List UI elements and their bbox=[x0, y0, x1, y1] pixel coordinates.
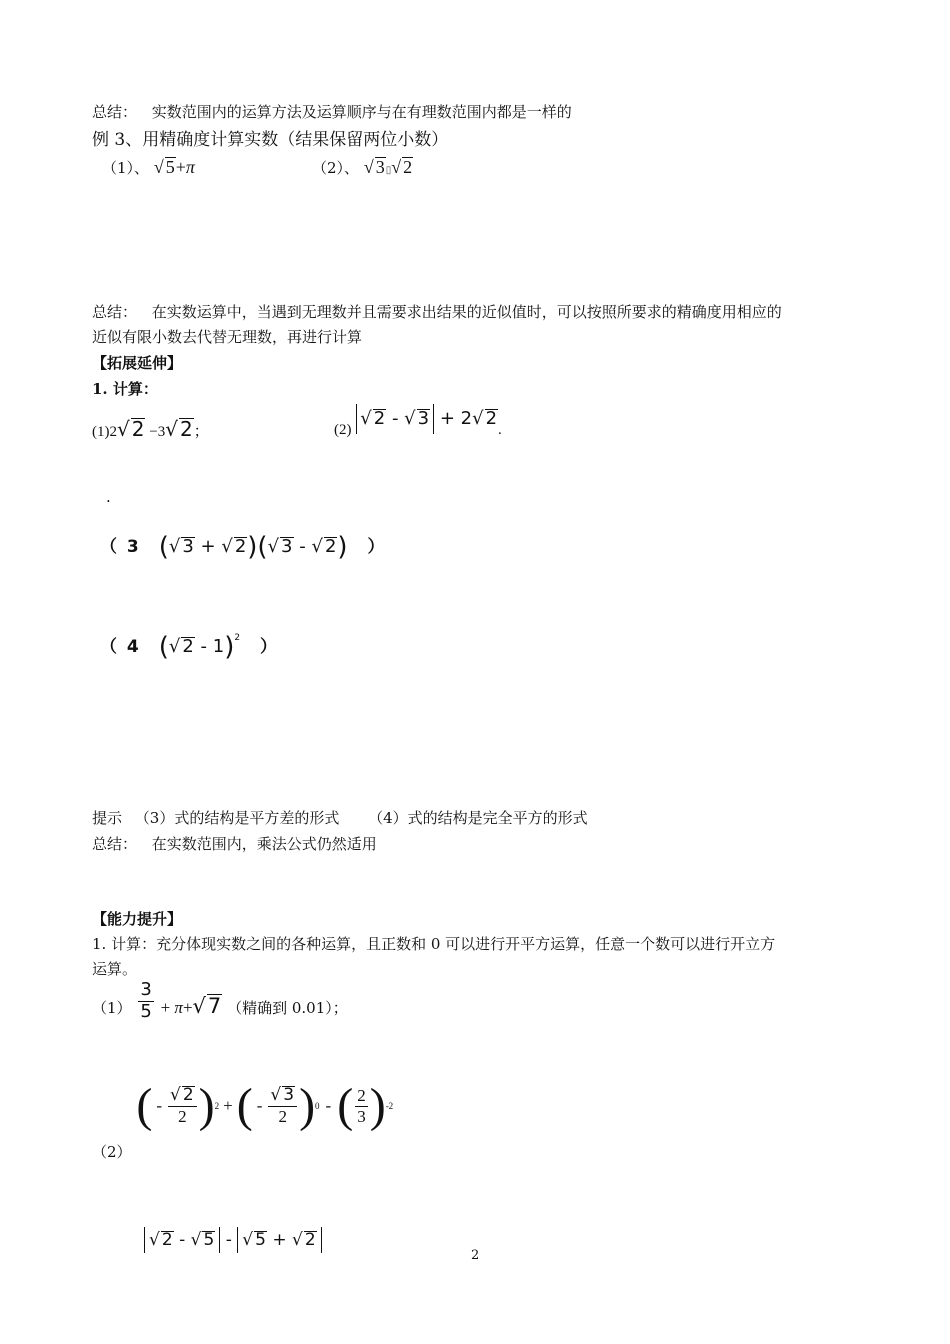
minus-sign: - bbox=[256, 1096, 263, 1116]
summary-label: 总结： bbox=[92, 103, 138, 121]
ability-q1: （1） $\frac{3}{5}$ + π+√7 （精确到 0.01）； bbox=[92, 979, 348, 1022]
paren-left: （ bbox=[100, 637, 117, 657]
stray-dot: . bbox=[106, 488, 111, 506]
exponent: -2 bbox=[385, 1101, 394, 1112]
punct: ； bbox=[193, 424, 209, 440]
fraction bbox=[138, 980, 153, 1022]
item-prefix: （1）、 bbox=[102, 159, 150, 177]
radicand: 2 bbox=[131, 417, 145, 441]
minus-sign: - bbox=[299, 536, 306, 557]
numerator: 3 bbox=[140, 979, 152, 1000]
exponent: 0 bbox=[315, 1101, 320, 1112]
missing-operator-glyph: ▯ bbox=[385, 165, 392, 176]
radicand: 2 bbox=[182, 1085, 194, 1105]
radicand: 2 bbox=[161, 1230, 173, 1250]
ability-q3: √ 2 - √ 5 - √ 5 + √ 2 bbox=[144, 1227, 322, 1253]
formula: √ 3▯√ 2 bbox=[363, 157, 413, 177]
ability-heading: 【能力提升】 bbox=[92, 910, 183, 928]
summary-2-line-2: 近似有限小数去代替无理数，再进行计算 bbox=[92, 328, 363, 346]
fraction: $\frac{√ 3}{2}$ bbox=[268, 1086, 297, 1126]
problem-label: (1) bbox=[92, 424, 110, 440]
summary-label: 总结： bbox=[92, 303, 138, 321]
punct: . bbox=[498, 422, 502, 438]
formula: (√ 2 - 1)$^2$ bbox=[158, 632, 241, 662]
plus-sign: + bbox=[182, 998, 193, 1018]
denominator: 2 bbox=[278, 1106, 287, 1126]
formula: ( - $\frac{√ 2}{2}$ ) 2 + ( - $\frac{√ 3}{2}$ ) 0 - ( $\frac{2}{3}$ ) -2 bbox=[136, 1079, 394, 1133]
page-number: 2 bbox=[471, 1248, 480, 1263]
ability-line-1: 1. 计算：充分体现实数之间的各种运算，且正数和 0 可以进行开平方运算，任意一个数可以进行开立方 bbox=[92, 935, 776, 953]
radicand: 3 bbox=[182, 536, 194, 557]
numerator: 2 bbox=[357, 1086, 366, 1105]
summary-label: 总结： bbox=[92, 835, 138, 853]
question-label: （2） bbox=[92, 1143, 132, 1162]
minus-sign: - bbox=[179, 1230, 186, 1250]
formula: √ 2 - √ 3 + 2√ 2 bbox=[356, 408, 498, 429]
extension-sub: 1. 计算： bbox=[92, 380, 158, 398]
fraction bbox=[355, 1086, 368, 1126]
plus-sign: + bbox=[175, 157, 186, 177]
radicand: 2 bbox=[373, 408, 386, 429]
radicand: 3 bbox=[283, 1085, 295, 1105]
extension-heading: 【拓展延伸】 bbox=[92, 354, 183, 372]
problem-2 bbox=[334, 404, 502, 441]
hint-label: 提示 bbox=[92, 809, 123, 827]
minus-one: - 1 bbox=[200, 636, 225, 657]
example-3-item-1 bbox=[102, 156, 195, 179]
exponent: 2 bbox=[234, 633, 241, 643]
formula: (√ 3 + √ 2)(√ 3 - √ 2) bbox=[158, 532, 348, 562]
minus-sign: - bbox=[325, 1096, 332, 1116]
summary-2-line-1 bbox=[92, 301, 782, 323]
pi-symbol: π bbox=[174, 998, 183, 1018]
radicand: 2 bbox=[485, 408, 498, 429]
pi-symbol: π bbox=[185, 157, 195, 177]
radicand: 2 bbox=[179, 417, 193, 441]
radicand: 2 bbox=[324, 536, 337, 557]
radicand: 3 bbox=[417, 408, 430, 429]
problem-number: 3 bbox=[126, 537, 139, 557]
problem-1: (1)2√ 2 −3√ 2； bbox=[92, 417, 209, 441]
problem-label: (2) bbox=[334, 422, 352, 438]
example-3-item-2 bbox=[312, 156, 413, 182]
formula: √ 5+π bbox=[153, 157, 195, 177]
radicand: 2 bbox=[304, 1230, 316, 1250]
minus-sign: − bbox=[149, 424, 158, 440]
hint-a: （3）式的结构是平方差的形式 bbox=[134, 809, 340, 827]
radicand: 5 bbox=[203, 1230, 215, 1250]
radicand: 5 bbox=[255, 1230, 266, 1250]
paren-left: （ bbox=[100, 537, 117, 557]
summary-text: 实数范围内的运算方法及运算顺序与在有理数范围内都是一样的 bbox=[151, 103, 572, 121]
plus-sign: + bbox=[272, 1230, 287, 1250]
item-prefix: （2）、 bbox=[312, 159, 360, 177]
radicand: 2 bbox=[182, 636, 194, 657]
exponent: 2 bbox=[214, 1101, 220, 1112]
plus-sign: + bbox=[200, 536, 216, 557]
problem-number: 4 bbox=[126, 637, 139, 657]
minus-sign: - bbox=[225, 1230, 232, 1250]
ability-line-2: 运算。 bbox=[92, 960, 138, 978]
precision-note: （精确到 0.01）； bbox=[227, 999, 348, 1018]
plus-sign: + bbox=[223, 1096, 233, 1116]
coefficient: 2 bbox=[109, 424, 117, 440]
coefficient: 3 bbox=[157, 424, 166, 440]
radicand: 2 bbox=[234, 536, 247, 557]
problem-3 bbox=[100, 532, 384, 562]
denominator: 2 bbox=[178, 1106, 187, 1126]
radicand: 2 bbox=[403, 157, 413, 177]
problem-4 bbox=[100, 632, 277, 662]
denominator: 5 bbox=[140, 1000, 152, 1022]
example-3-title: 例 3、用精确度计算实数（结果保留两位小数） bbox=[92, 130, 449, 150]
ability-q2 bbox=[92, 1079, 394, 1163]
hint-line bbox=[92, 807, 588, 829]
minus-sign: - bbox=[391, 408, 399, 429]
question-label: （1） bbox=[92, 999, 132, 1018]
plus-term: + 2 bbox=[439, 408, 473, 429]
denominator: 3 bbox=[357, 1106, 366, 1126]
paren-right: ） bbox=[367, 537, 385, 557]
minus-sign: - bbox=[156, 1096, 162, 1116]
extension-summary bbox=[92, 833, 377, 855]
radicand: 3 bbox=[281, 536, 293, 557]
plus-sign: + bbox=[160, 998, 171, 1018]
radicand: 3 bbox=[375, 157, 385, 177]
summary-text: 在实数运算中，当遇到无理数并且需要求出结果的近似值时，可以按照所要求的精确度用相应的 bbox=[151, 303, 782, 321]
fraction: $\frac{√ 2}{2}$ bbox=[168, 1086, 197, 1126]
summary-1 bbox=[92, 101, 572, 123]
radicand: 7 bbox=[207, 994, 222, 1019]
hint-b: （4）式的结构是完全平方的形式 bbox=[368, 809, 588, 827]
radicand: 5 bbox=[165, 157, 175, 177]
paren-right: ） bbox=[260, 637, 277, 657]
summary-text: 在实数范围内，乘法公式仍然适用 bbox=[151, 835, 377, 853]
